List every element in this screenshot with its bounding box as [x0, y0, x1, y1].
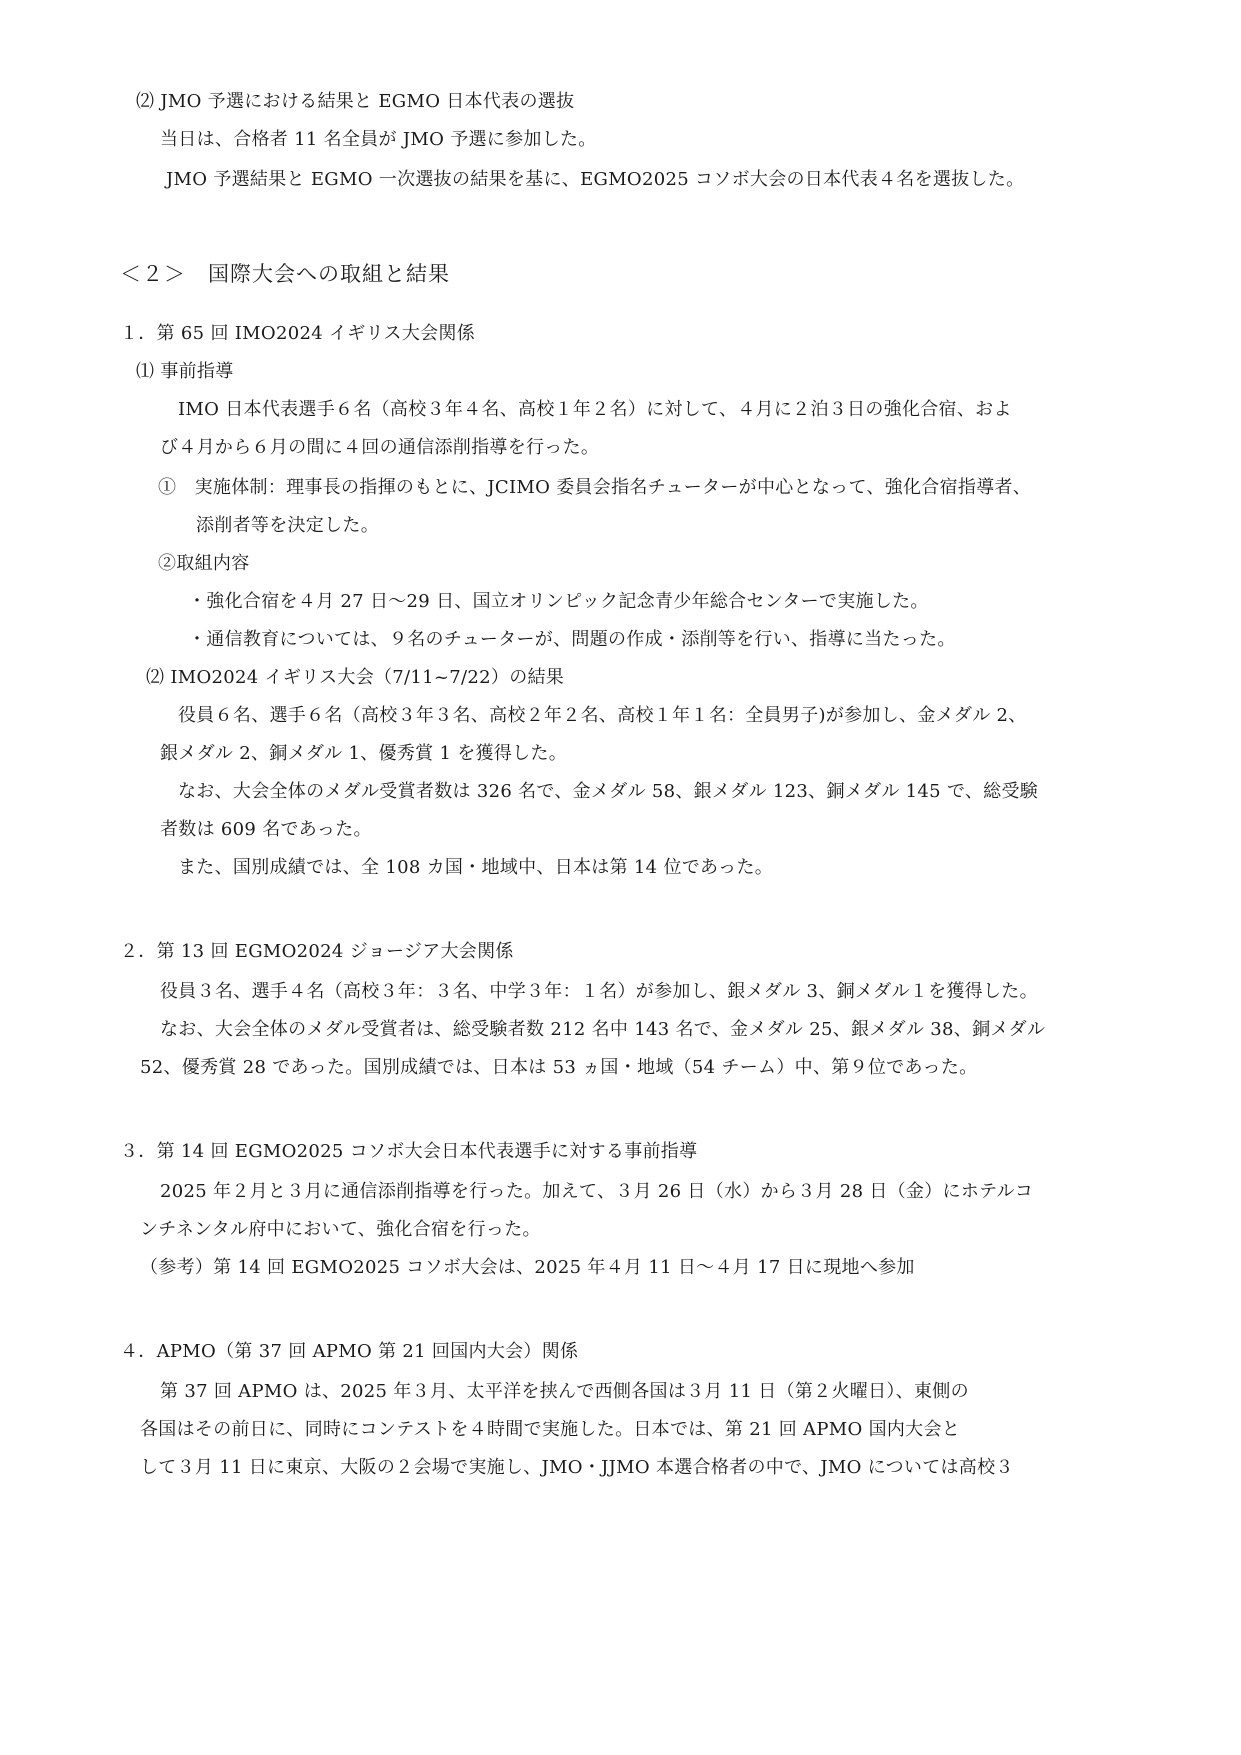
paragraph-line: なお、大会全体のメダル受賞者数は 326 名で、金メダル 58、銀メダル 123、銅メダル 145 で、総受験 — [178, 781, 1039, 802]
paragraph-line: 添削者等を決定した。 — [196, 515, 379, 536]
item-title-imo2024: １．第 65 回 IMO2024 イギリス大会関係 — [120, 323, 476, 344]
paragraph-line: ンチネンタル府中において、強化合宿を行った。 — [140, 1219, 541, 1240]
section-heading: ＜２＞ 国際大会への取組と結果 — [120, 262, 450, 286]
paragraph-line: 役員６名、選手６名（高校３年３名、高校２年２名、高校１年１名：全員男子)が参加し、金メダル 2、 — [178, 705, 1027, 726]
paragraph-line: 52、優秀賞 28 であった。国別成績では、日本は 53 ヵ国・地域（54 チーム）中、第９位であった。 — [140, 1057, 978, 1078]
paragraph-line: 銀メダル 2、銅メダル 1、優秀賞 1 を獲得した。 — [160, 743, 568, 764]
reference-note: （参考）第 14 回 EGMO2025 コソボ大会は、2025 年４月 11 日～４月 17 日に現地へ参加 — [140, 1257, 915, 1278]
paragraph-line: IMO 日本代表選手６名（高校３年４名、高校１年２名）に対して、４月に２泊３日の強化合宿、およ — [178, 399, 1012, 420]
paragraph-line: して３月 11 日に東京、大阪の２会場で実施し、JMO・JJMO 本選合格者の中で、JMO については高校３ — [140, 1457, 1014, 1478]
paragraph-line: 者数は 609 名であった。 — [160, 819, 372, 840]
paragraph-line: また、国別成績では、全 108 カ国・地域中、日本は第 14 位であった。 — [178, 857, 774, 878]
paragraph-line: なお、大会全体のメダル受賞者は、総受験者数 212 名中 143 名で、金メダル 25、銀メダル 38、銅メダル — [160, 1019, 1046, 1040]
sub2-title-egmo-selection: ⑵ JMO 予選における結果と EGMO 日本代表の選抜 — [136, 91, 575, 112]
paragraph-line: 役員３名、選手４名（高校３年：３名、中学３年：１名）が参加し、銀メダル 3、銅メダル１を獲得した。 — [160, 981, 1038, 1002]
item-title-egmo2025: ３．第 14 回 EGMO2025 コソボ大会日本代表選手に対する事前指導 — [120, 1141, 698, 1162]
subsection-title: ⑴ 事前指導 — [136, 361, 234, 382]
bullet-item: ・通信教育については、９名のチューターが、問題の作成・添削等を行い、指導に当たった。 — [188, 629, 956, 650]
item-title-apmo: ４．APMO（第 37 回 APMO 第 21 回国内大会）関係 — [120, 1341, 579, 1362]
bullet-item: ・強化合宿を４月 27 日～29 日、国立オリンピック記念青少年総合センターで実施した。 — [188, 591, 929, 612]
paragraph-line: 当日は、合格者 11 名全員が JMO 予選に参加した。 — [160, 129, 597, 150]
paragraph-line: 第 37 回 APMO は、2025 年３月、太平洋を挟んで西側各国は３月 11 日（第２火曜日）、東側の — [160, 1381, 969, 1402]
paragraph-line: 2025 年２月と３月に通信添削指導を行った。加えて、３月 26 日（水）から３月 28 日（金）にホテルコ — [160, 1181, 1034, 1202]
paragraph-line: 各国はその前日に、同時にコンテストを４時間で実施した。日本では、第 21 回 APMO 国内大会と — [140, 1419, 961, 1440]
numbered-point: ②取組内容 — [158, 553, 250, 574]
paragraph-line: JMO 予選結果と EGMO 一次選抜の結果を基に、EGMO2025 コソボ大会の日本代表４名を選抜した。 — [166, 169, 1025, 190]
paragraph-line: び４月から６月の間に４回の通信添削指導を行った。 — [160, 437, 600, 458]
numbered-point: ① 実施体制：理事長の指揮のもとに、JCIMO 委員会指名チューターが中心となって、強化合宿指導者、 — [158, 477, 1032, 498]
item-title-egmo2024: ２．第 13 回 EGMO2024 ジョージア大会関係 — [120, 941, 514, 962]
subsection-title: ⑵ IMO2024 イギリス大会（7/11~7/22）の結果 — [146, 667, 565, 688]
